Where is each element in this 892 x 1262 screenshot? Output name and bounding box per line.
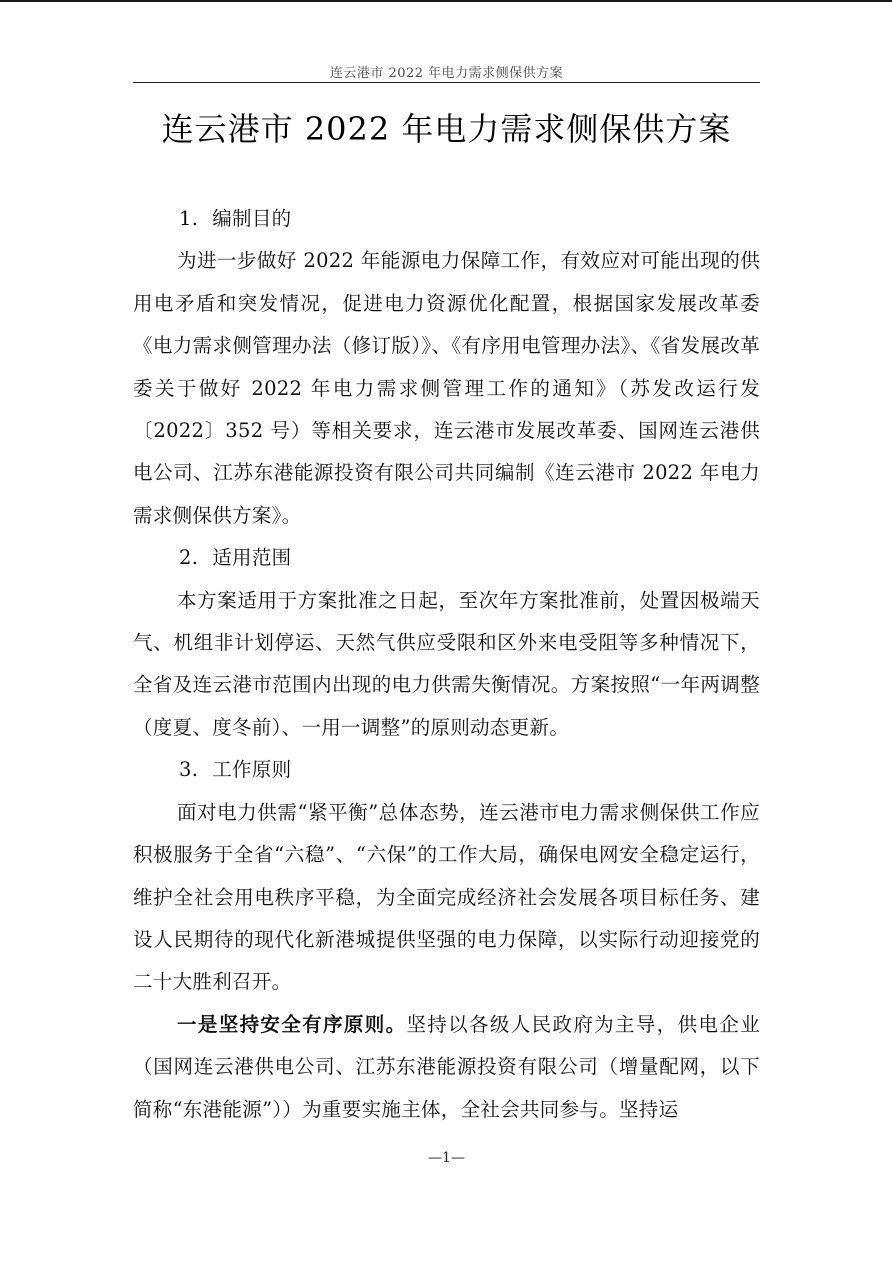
section-number: 2. <box>179 546 199 570</box>
page-top-border <box>0 0 892 2</box>
section-paragraph-1: 为进一步做好 2022 年能源电力保障工作，有效应对可能出现的供用电矛盾和突发情况，促进电力资源优化配置，根据国家发展改革委《电力需求侧管理办法（修订版）》、《有序用电管理办法》、《省发展改革委关于做好 2022 年电力需求侧管理工作的通知》（苏发改运行发〔2022〕352 号）等相关要求，连云港市发展改革委、国网连云港供电公司、江苏东港能源投资有限公司共同编制《连云港市 2022 年电力需求侧保供方案》。 <box>133 249 760 527</box>
section-paragraph-2: 本方案适用于方案批准之日起，至次年方案批准前，处置因极端天气、机组非计划停运、天然气供应受限和区外来电受阻等多种情况下，全省及连云港市范围内出现的电力供需失衡情况。方案按照“一年两调整（度夏、度冬前）、一用一调整”的原则动态更新。 <box>133 588 760 739</box>
section-heading-3 <box>133 749 760 791</box>
section-number: 1. <box>179 207 199 230</box>
principle-lead: 一是坚持安全有序原则。 <box>177 1012 407 1036</box>
page-number: —1— <box>428 1150 465 1166</box>
principle-paragraph-1 <box>133 1004 760 1131</box>
header-rule <box>133 82 760 83</box>
running-header: 连云港市 2022 年电力需求侧保供方案 <box>329 66 564 81</box>
document-body <box>133 198 760 1131</box>
section-title: 适用范围 <box>212 546 292 570</box>
principle-text: 坚持以各级人民政府为主导，供电企业（国网连云港供电公司、江苏东港能源投资有限公司（增量配网，以下简称“东港能源”））为重要实施主体，全社会共同参与。坚持运 <box>133 1012 760 1121</box>
section-heading-1 <box>133 198 760 240</box>
section-heading-2 <box>133 537 760 579</box>
section-paragraph-3: 面对电力供需“紧平衡”总体态势，连云港市电力需求侧保供工作应积极服务于全省“六稳”、“六保”的工作大局，确保电网安全稳定运行，维护全社会用电秩序平稳，为全面完成经济社会发展各项目标任务、建设人民期待的现代化新港城提供坚强的电力保障，以实际行动迎接党的二十大胜利召开。 <box>133 800 760 994</box>
document-title: 连云港市 2022 年电力需求侧保供方案 <box>161 110 732 148</box>
section-title: 工作原则 <box>212 758 292 782</box>
section-title: 编制目的 <box>212 207 292 230</box>
section-number: 3. <box>179 758 199 782</box>
